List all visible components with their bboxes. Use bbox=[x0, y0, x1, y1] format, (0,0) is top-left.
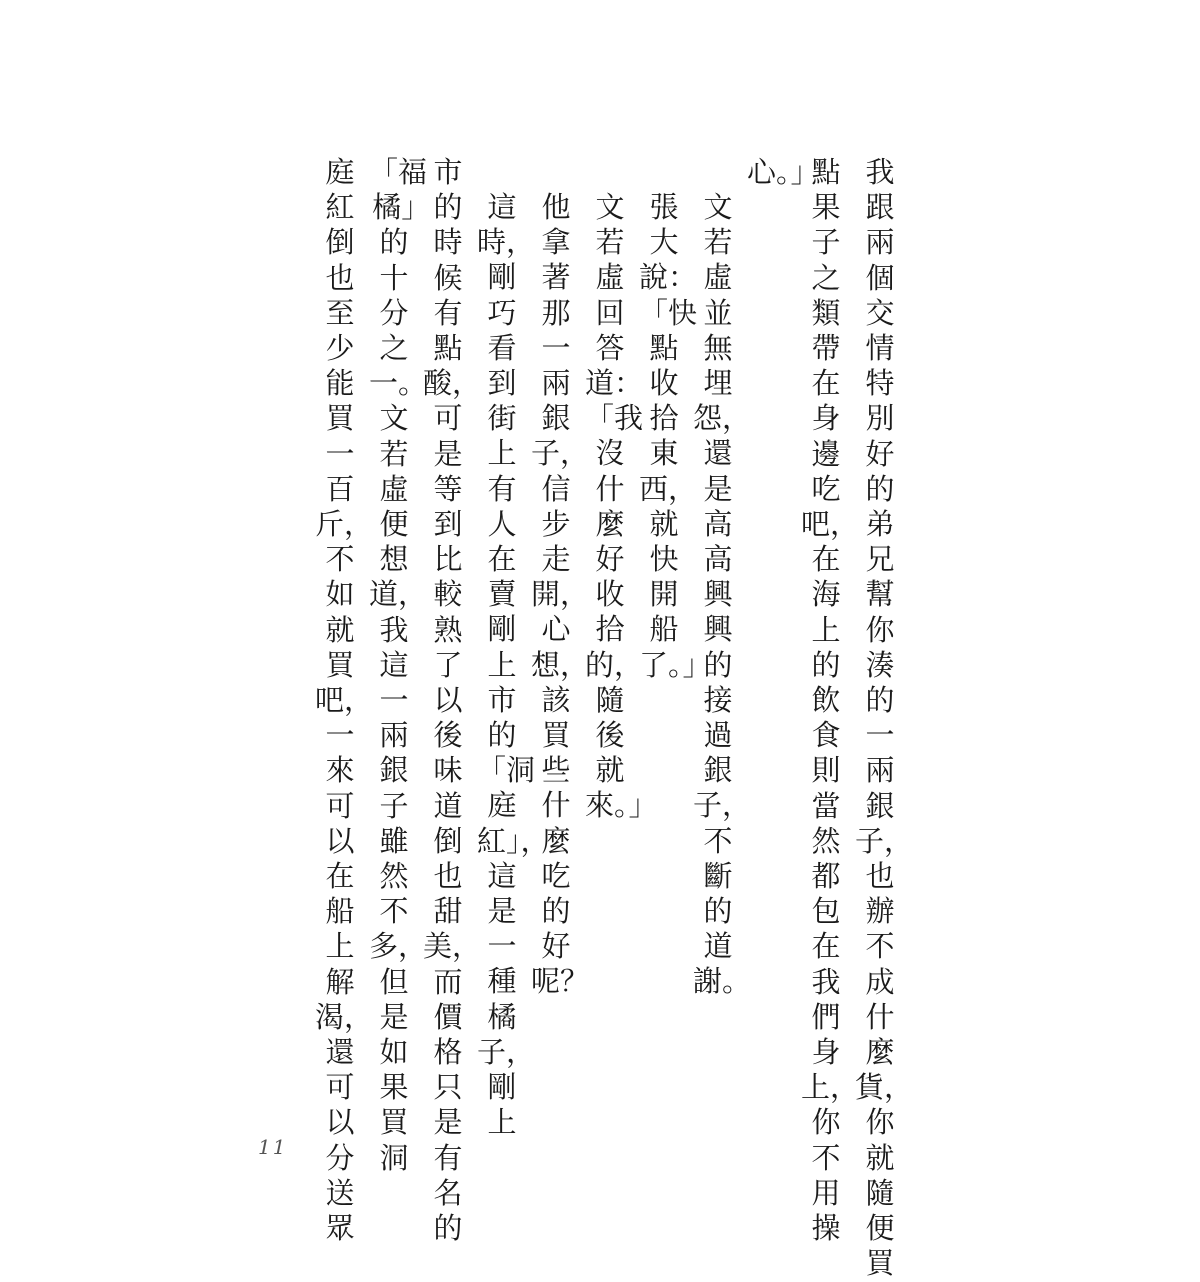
text-column-6: 文若虛回答道：「我沒什麼好收拾的，隨後就來。」 bbox=[585, 190, 658, 823]
text-column-3: 心。」 bbox=[747, 155, 820, 189]
text-column-7: 他拿著那一兩銀子，信步走開，心想，該買些什麼吃的好呢？ bbox=[531, 190, 590, 999]
text-column-2: 點果子之類帶在身邊吃吧，在海上的飲食則當然都包在我們身上，你不用操 bbox=[801, 155, 860, 1246]
text-column-11: 庭紅倒也至少能買一百斤，不如就買吧，一來可以在船上解渴，還可以分送眾 bbox=[315, 155, 374, 1246]
text-column-9: 市的時候有點酸，可是等到比較熟了以後味道倒也甜美，而價格只是有名的 bbox=[423, 155, 482, 1246]
text-column-5: 張大說：「快點收拾東西，就快開船了。」 bbox=[639, 190, 712, 682]
page-number: 11 bbox=[258, 1135, 288, 1159]
text-column-10: 「福橘」的十分之一。文若虛便想道，我這一兩銀子雖然不多，但是如果買洞 bbox=[369, 155, 428, 1175]
text-column-4: 文若虛並無埋怨，還是高高興興的接過銀子，不斷的道謝。 bbox=[693, 190, 752, 999]
text-column-1: 我跟兩個交情特別好的弟兄幫你湊的一兩銀子，也辦不成什麼貨，你就隨便買 bbox=[855, 155, 914, 1281]
text-column-8: 這時，剛巧看到街上有人在賣剛上市的「洞庭紅」，這是一種橘子，剛上 bbox=[477, 190, 550, 1140]
